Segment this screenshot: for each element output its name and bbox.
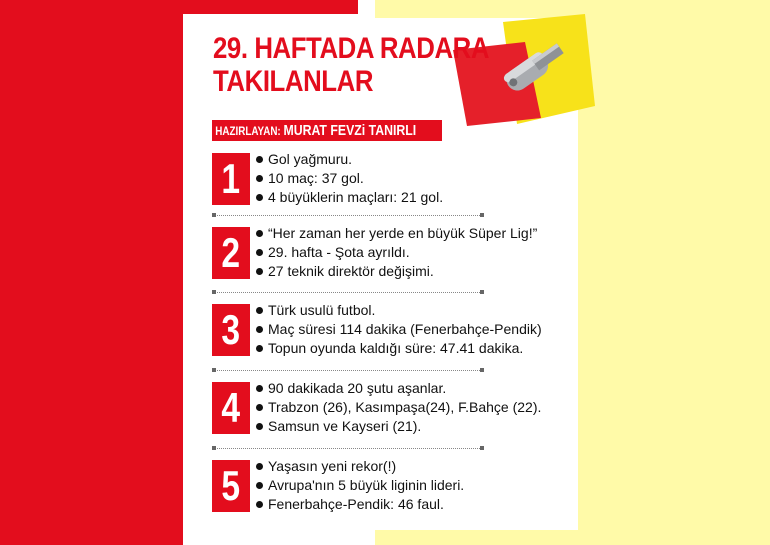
item-line: “Her zaman her yerde en büyük Süper Lig!”	[268, 225, 538, 241]
item-lines	[256, 301, 542, 358]
item-number-badge: 2	[212, 227, 250, 279]
item-line: Yaşasın yeni rekor(!)	[268, 458, 397, 474]
bullet-icon	[256, 423, 263, 430]
item-line: Trabzon (26), Kasımpaşa(24), F.Bahçe (22).	[268, 399, 542, 415]
item-lines	[256, 150, 443, 207]
bullet-icon	[256, 501, 263, 508]
item-number-badge: 3	[212, 304, 250, 356]
bullet-icon	[256, 268, 263, 275]
title-line: 29. HAFTADA RADARA	[213, 32, 490, 65]
item-line: Topun oyunda kaldığı süre: 47.41 dakika.	[268, 340, 524, 356]
list-item	[212, 299, 552, 361]
bullet-icon	[256, 230, 263, 237]
top-red-strip	[183, 0, 358, 14]
left-red-panel	[0, 0, 183, 545]
bullet-icon	[256, 404, 263, 411]
item-lines	[256, 457, 464, 514]
item-line: 90 dakikada 20 şutu aşanlar.	[268, 380, 447, 396]
list-item	[212, 222, 552, 284]
bullet-icon	[256, 175, 263, 182]
bullet-icon	[256, 156, 263, 163]
separator	[212, 448, 484, 449]
item-line: Fenerbahçe-Pendik: 46 faul.	[268, 496, 444, 512]
item-number-badge: 4	[212, 382, 250, 434]
item-number-badge: 5	[212, 460, 250, 512]
bullet-icon	[256, 482, 263, 489]
item-line: 10 maç: 37 gol.	[268, 170, 364, 186]
bullet-icon	[256, 326, 263, 333]
bullet-icon	[256, 463, 263, 470]
item-line: 29. hafta - Şota ayrıldı.	[268, 244, 410, 260]
list-item	[212, 455, 552, 517]
byline	[212, 120, 442, 141]
page-title	[213, 32, 489, 98]
item-line: Gol yağmuru.	[268, 151, 353, 167]
separator	[212, 292, 484, 293]
bullet-icon	[256, 345, 263, 352]
byline-author: MURAT FEVZi TANIRLI	[283, 122, 417, 139]
item-line: Türk usulü futbol.	[268, 302, 376, 318]
separator	[212, 215, 484, 216]
bullet-icon	[256, 385, 263, 392]
item-line: Maç süresi 114 dakika (Fenerbahçe-Pendik)	[268, 321, 542, 337]
bullet-icon	[256, 194, 263, 201]
item-line: 27 teknik direktör değişimi.	[268, 263, 434, 279]
list-item	[212, 148, 552, 210]
item-line: 4 büyüklerin maçları: 21 gol.	[268, 189, 444, 205]
item-line: Avrupa'nın 5 büyük liginin lideri.	[268, 477, 465, 493]
item-number-badge: 1	[212, 153, 250, 205]
title-line: TAKILANLAR	[213, 65, 374, 98]
list-item	[212, 377, 552, 439]
bullet-icon	[256, 249, 263, 256]
separator	[212, 370, 484, 371]
item-lines	[256, 379, 541, 436]
bullet-icon	[256, 307, 263, 314]
item-line: Samsun ve Kayseri (21).	[268, 418, 422, 434]
item-lines	[256, 224, 537, 281]
byline-label: HAZIRLAYAN:	[215, 124, 284, 138]
